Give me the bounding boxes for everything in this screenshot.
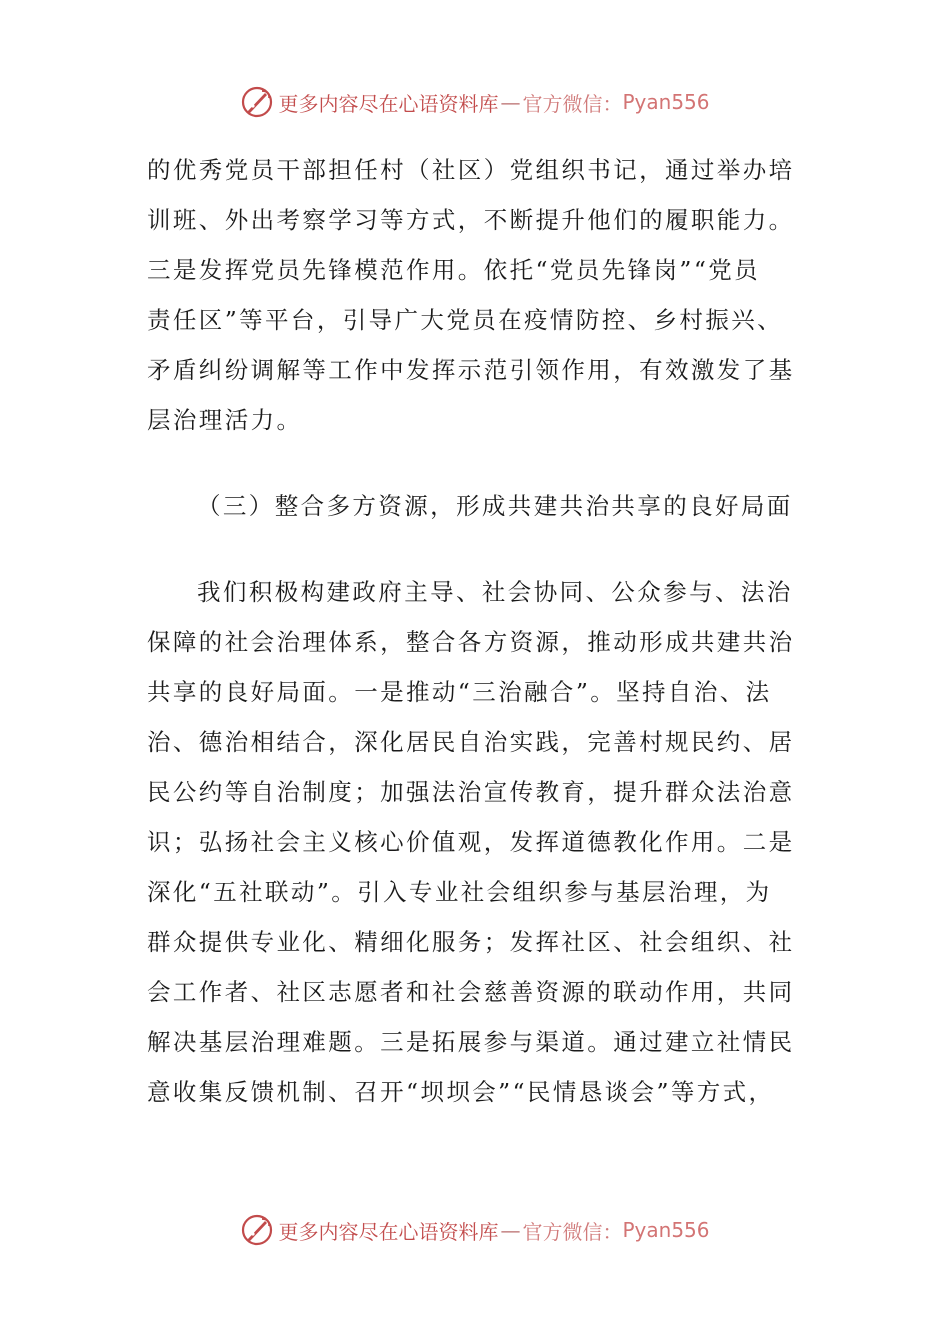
paragraph-line: 解决基层治理难题。三是拓展参与渠道。通过建立社情民	[147, 1028, 795, 1056]
paragraph-line: 保障的社会治理体系，整合各方资源，推动形成共建共治	[147, 628, 795, 656]
document-body	[147, 145, 807, 1117]
banner-library-text: 更多内容尽在心语资料库	[278, 1219, 499, 1244]
paragraph-line: 训班、外出考察学习等方式，不断提升他们的履职能力。	[147, 206, 795, 234]
paragraph-line: 我们积极构建政府主导、社会协同、公众参与、法治	[197, 578, 793, 606]
paragraph-line: 深化“五社联动”。引入专业社会组织参与基层治理，为	[147, 878, 772, 906]
banner-dash: —	[500, 90, 521, 114]
paragraph-line: 治、德治相结合，深化居民自治实践，完善村规民约、居	[147, 728, 795, 756]
quill-pen-logo-icon	[240, 85, 274, 119]
paragraph-line: 的优秀党员干部担任村（社区）党组织书记，通过举办培	[147, 156, 795, 184]
quill-pen-logo-icon	[240, 1213, 274, 1247]
banner-wechat-label: 官方微信：	[522, 1219, 623, 1244]
paragraph-line: 会工作者、社区志愿者和社会慈善资源的联动作用，共同	[147, 978, 795, 1006]
paragraph-1	[147, 145, 807, 445]
paragraph-line: 共享的良好局面。一是推动“三治融合”。坚持自治、法	[147, 678, 772, 706]
section-heading: （三）整合多方资源，形成共建共治共享的良好局面	[197, 492, 793, 520]
paragraph-line: 群众提供专业化、精细化服务；发挥社区、社会组织、社	[147, 928, 795, 956]
paragraph-line: 识；弘扬社会主义核心价值观，发挥道德教化作用。二是	[147, 828, 795, 856]
paragraph-line: 责任区”等平台，引导广大党员在疫情防控、乡村振兴、	[147, 306, 784, 334]
paragraph-line: 矛盾纠纷调解等工作中发挥示范引领作用，有效激发了基	[147, 356, 795, 384]
footer-banner	[0, 1210, 950, 1250]
banner-wechat-label: 官方微信：	[522, 91, 623, 116]
paragraph-line: 意收集反馈机制、召开“坝坝会”“民情恳谈会”等方式，	[147, 1078, 775, 1106]
banner-wechat-id: Pyan556	[622, 1218, 710, 1242]
paragraph-line: 层治理活力。	[147, 406, 303, 434]
paragraph-line: 民公约等自治制度；加强法治宣传教育，提升群众法治意	[147, 778, 795, 806]
paragraph-line: 三是发挥党员先锋模范作用。依托“党员先锋岗”“党员	[147, 256, 761, 284]
header-banner	[0, 82, 950, 122]
banner-dash: —	[500, 1218, 521, 1242]
banner-wechat-id: Pyan556	[622, 90, 710, 114]
banner-library-text: 更多内容尽在心语资料库	[278, 91, 499, 116]
paragraph-2	[147, 567, 807, 1117]
